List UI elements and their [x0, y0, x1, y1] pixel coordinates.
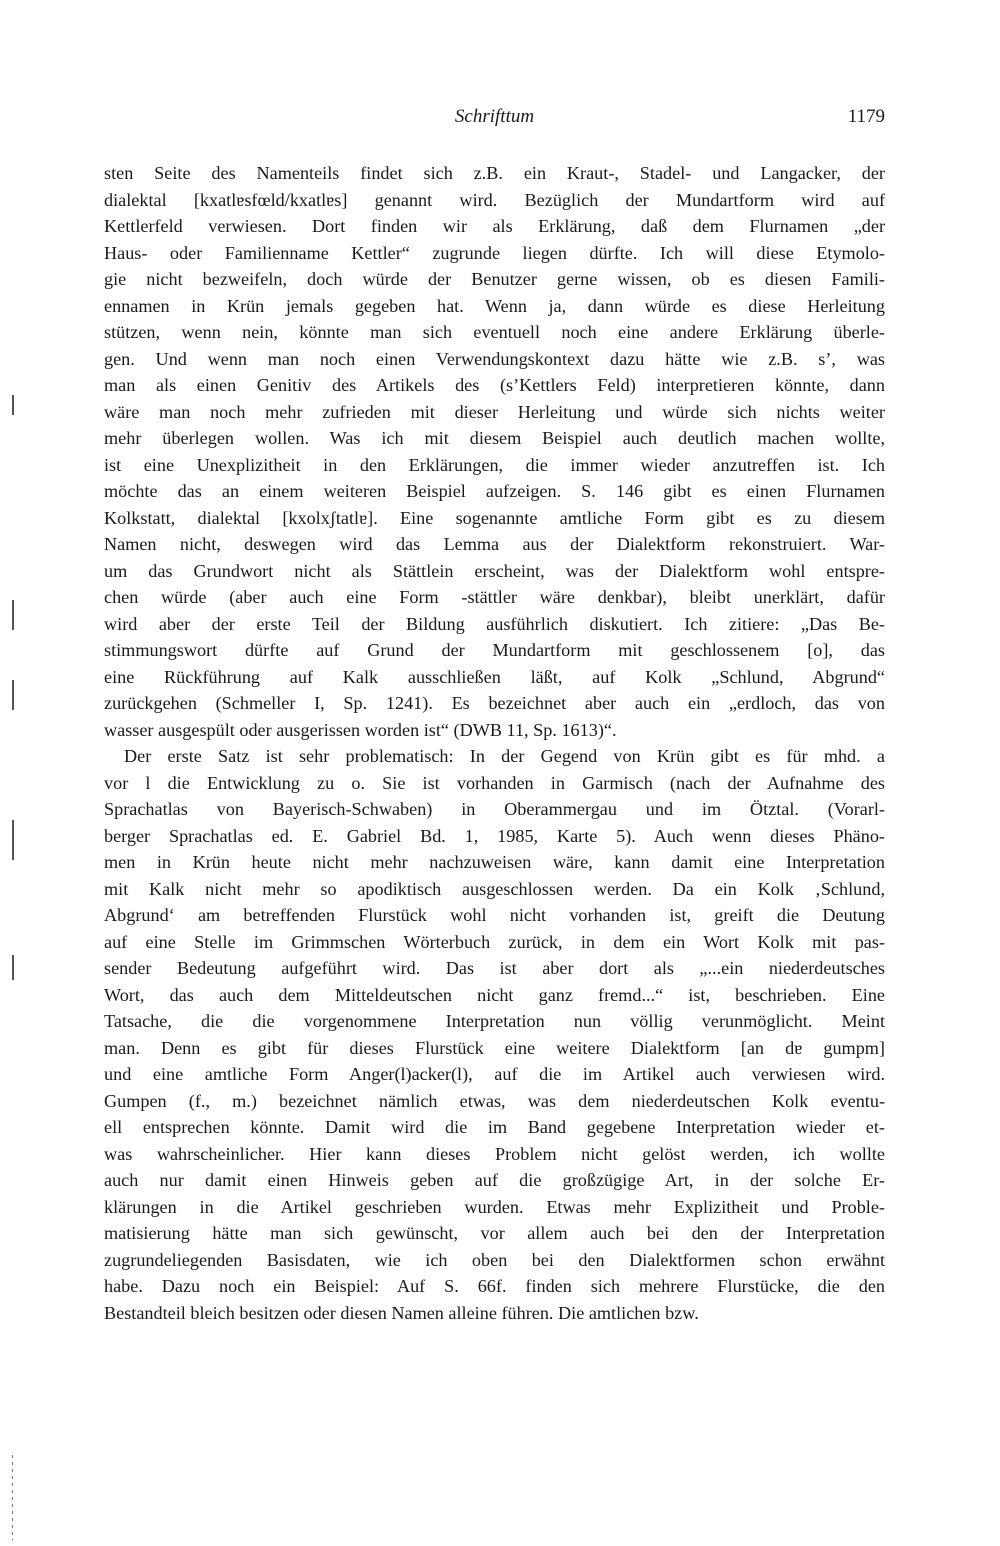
scan-edge-mark: [12, 820, 14, 860]
running-head: Schrifttum: [454, 106, 535, 127]
text-line: gie nicht bezweifeln, doch würde der Benutzer gerne wissen, ob es diesen Famili-: [104, 269, 885, 289]
text-line: wäre man noch mehr zufrieden mit dieser Herleitung und würde sich nichts weiter: [104, 401, 885, 422]
text-line: mit Kalk nicht mehr so apodiktisch ausgeschlossen werden. Da ein Kolk ‚Schlund,: [104, 878, 885, 899]
text-line: Kettlerfeld verwiesen. Dort finden wir als Erklärung, daß dem Flurnamen „der: [104, 216, 885, 236]
text-line: eine Rückführung auf Kalk ausschließen läßt, auf Kolk „Schlund, Abgrund“: [104, 666, 885, 687]
text-line: Kolkstatt, dialektal [kxolxʃtatlɐ]. Eine sogenannte amtliche Form gibt es zu diesem: [104, 507, 885, 528]
text-line: Gumpen (f., m.) bezeichnet nämlich etwas, was dem niederdeutschen Kolk eventu-: [104, 1090, 885, 1111]
text-line: man. Denn es gibt für dieses Flurstück eine weitere Dialektform [an dɐ gumpm]: [104, 1037, 885, 1058]
text-line: möchte das an einem weiteren Beispiel aufzeigen. S. 146 gibt es einen Flurnamen: [104, 481, 885, 501]
text-line: was wahrscheinlicher. Hier kann dieses Problem nicht gelöst werden, ich wollte: [104, 1143, 885, 1164]
text-line: sten Seite des Namenteils findet sich z.B. ein Kraut-, Stadel- und Langacker, der: [104, 163, 885, 183]
scan-edge-mark: [12, 600, 14, 630]
scan-edge-mark: [12, 395, 14, 415]
scan-edge-mark: [12, 680, 14, 710]
text-line: Der erste Satz ist sehr problematisch: In der Gegend von Krün gibt es für mhd. a: [124, 746, 885, 766]
text-line: berger Sprachatlas ed. E. Gabriel Bd. 1, 1985, Karte 5). Auch wenn dieses Phäno-: [104, 825, 885, 846]
page-header: [104, 106, 885, 138]
text-line: ist eine Unexplizitheit in den Erklärungen, die immer wieder anzutreffen ist. Ich: [104, 454, 885, 475]
body-text: [104, 160, 885, 1326]
text-line: klärungen in die Artikel geschrieben wurden. Etwas mehr Explizitheit und Proble-: [104, 1196, 885, 1217]
text-line: mehr überlegen wollen. Was ich mit diesem Beispiel auch deutlich machen wollte,: [104, 428, 885, 448]
text-line: zurückgehen (Schmeller I, Sp. 1241). Es bezeichnet aber auch ein „erdloch, das von: [104, 693, 885, 713]
text-line: vor l die Entwicklung zu o. Sie ist vorhanden in Garmisch (nach der Aufnahme des: [104, 772, 885, 793]
text-line: gen. Und wenn man noch einen Verwendungskontext dazu hätte wie z.B. s’, was: [104, 348, 885, 369]
paragraph: [104, 160, 885, 743]
scan-edge-mark: [12, 1455, 13, 1540]
paragraph: [104, 743, 885, 1326]
text-line: habe. Dazu noch ein Beispiel: Auf S. 66f. finden sich mehrere Flurstücke, die den: [104, 1276, 885, 1296]
text-line: matisierung hätte man sich gewünscht, vor allem auch bei den der Interpretation: [104, 1223, 885, 1243]
text-line: und eine amtliche Form Anger(l)acker(l), auf die im Artikel auch verwiesen wird.: [104, 1064, 885, 1084]
text-line: zugrundeliegenden Basisdaten, wie ich oben bei den Dialektformen schon erwähnt: [104, 1249, 885, 1270]
text-line: man als einen Genitiv des Artikels des (s’Kettlers Feld) interpretieren könnte, dann: [104, 375, 885, 395]
text-line: Abgrund‘ am betreffenden Flurstück wohl nicht vorhanden ist, greift die Deutung: [104, 905, 885, 925]
text-line: auch nur damit einen Hinweis geben auf die großzügige Art, in der solche Er-: [104, 1170, 885, 1190]
text-line: Namen nicht, deswegen wird das Lemma aus der Dialektform rekonstruiert. War-: [104, 534, 885, 554]
text-line: Haus- oder Familienname Kettler“ zugrunde liegen dürfte. Ich will diese Etymolo-: [104, 242, 885, 263]
text-line: Sprachatlas von Bayerisch-Schwaben) in Oberammergau und im Ötztal. (Vorarl-: [104, 799, 885, 819]
text-line: sender Bedeutung aufgeführt wird. Das ist aber dort als „...ein niederdeutsches: [104, 958, 885, 978]
text-line: wird aber der erste Teil der Bildung ausführlich diskutiert. Ich zitiere: „Das Be-: [104, 613, 885, 634]
text-line: Wort, das auch dem Mitteldeutschen nicht ganz fremd...“ ist, beschrieben. Eine: [104, 984, 885, 1005]
scan-edge-mark: [12, 955, 14, 980]
text-line: dialektal [kxatlɐsfœld/kxatlɐs] genannt wird. Bezüglich der Mundartform wird auf: [104, 189, 885, 210]
text-line: wasser ausgespült oder ausgerissen worden ist“ (DWB 11, Sp. 1613)“.: [104, 719, 617, 740]
text-line: auf eine Stelle im Grimmschen Wörterbuch zurück, in dem ein Wort Kolk mit pas-: [104, 931, 885, 952]
text-line: Tatsache, die die vorgenommene Interpretation nun völlig verunmöglicht. Meint: [104, 1011, 885, 1031]
text-line: ell entsprechen könnte. Damit wird die im Band gegebene Interpretation wieder et-: [104, 1117, 885, 1137]
text-line: ennamen in Krün jemals gegeben hat. Wenn ja, dann würde es diese Herleitung: [104, 295, 885, 316]
text-line: stützen, wenn nein, könnte man sich eventuell noch eine andere Erklärung überle-: [104, 322, 885, 342]
text-line: stimmungswort dürfte auf Grund der Mundartform mit geschlossenem [o], das: [104, 640, 885, 660]
page-number: 1179: [847, 106, 885, 127]
text-line: um das Grundwort nicht als Stättlein erscheint, was der Dialektform wohl entspre-: [104, 560, 885, 581]
text-line: chen würde (aber auch eine Form -stättler wäre denkbar), bleibt unerklärt, dafür: [104, 587, 885, 607]
text-line: Bestandteil bleich besitzen oder diesen Namen alleine führen. Die amtlichen bzw.: [104, 1302, 699, 1323]
text-line: men in Krün heute nicht mehr nachzuweisen wäre, kann damit eine Interpretation: [104, 852, 885, 872]
